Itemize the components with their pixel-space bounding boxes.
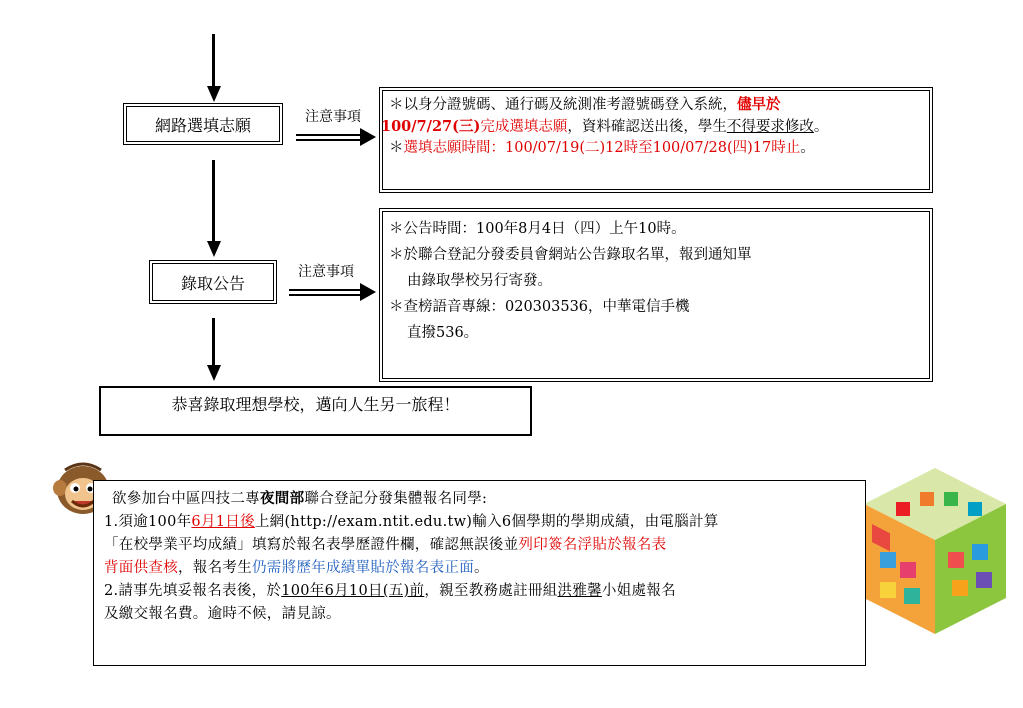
note2-line1: ＊公告時間：100年8月4日（四）上午10時。 <box>389 221 686 237</box>
note1-selection-period: 選填志願時間：100/07/19(二)12時至100/07/28(四)17時止 <box>403 140 801 156</box>
bottom-intro-night: 夜間部 <box>260 490 305 507</box>
bottom-p2-c: ，親至教務處註冊組 <box>424 583 558 599</box>
bottom-item1-line3 <box>104 557 855 580</box>
final-box-congratulations <box>99 386 532 436</box>
note2-line4: ＊查榜語音專線：020303536，中華電信手機 <box>389 299 690 315</box>
note-arrowhead-1 <box>360 128 376 146</box>
note1-line2 <box>381 116 923 138</box>
note-label-2: 注意事項 <box>298 264 354 280</box>
bottom-intro-c: 聯合登記分發集體報名同學: <box>304 491 488 507</box>
flow-arrowhead-bottom <box>207 365 221 381</box>
note2-line3: 由錄取學校另行寄發。 <box>407 273 552 289</box>
bottom-intro-a: 欲參加台中區四技二專 <box>112 491 260 507</box>
bottom-p1-back: 背面供查核 <box>104 560 178 576</box>
bottom-p1-d: 「在校學業平均成績」填寫於報名表學歷證件欄，確認無誤後並 <box>104 537 519 553</box>
flow-arrow-bottom <box>212 318 215 368</box>
bottom-p2-deadline: 100年6月10日(五)前 <box>281 583 425 599</box>
bottom-p1-transcript: 仍需將歷年成績單貼於報名表正面 <box>252 560 474 576</box>
step-box-online-selection <box>126 106 280 142</box>
bottom-item2-line1 <box>104 580 855 603</box>
note1-line1 <box>389 94 923 116</box>
decorative-cube-icon <box>860 462 1010 638</box>
flow-arrow-top <box>212 34 215 89</box>
note1-line2-end: 。 <box>813 119 829 135</box>
note1-line3-end: 。 <box>800 140 815 156</box>
step-label-admission-announcement: 錄取公告 <box>180 273 245 293</box>
note1-deadline: 100/7/27(三) <box>381 118 481 135</box>
bottom-p1-c: 上網(http://exam.ntit.edu.tw)輸入6個學期的學期成績，由電腦計算 <box>254 514 719 530</box>
note-box-announcement <box>382 211 930 379</box>
bottom-p1-date: 6月1日後 <box>191 514 255 530</box>
bottom-info-box <box>93 480 866 666</box>
bottom-p2-contact: 洪雅馨 <box>557 583 602 599</box>
note-label-1: 注意事項 <box>305 109 361 125</box>
note1-line3 <box>389 138 923 159</box>
note1-line3-bullet: ＊ <box>389 140 404 156</box>
bottom-p2-e: 小姐處報名 <box>601 583 676 599</box>
bottom-p1-a: 1.須逾100年 <box>104 514 192 530</box>
bottom-p1-end: 。 <box>474 560 489 576</box>
note-box-selection <box>382 90 930 190</box>
bottom-item1-line1 <box>104 511 855 534</box>
bottom-p1-print: 列印簽名浮貼於報名表 <box>518 537 667 553</box>
note2-line2: ＊於聯合登記分發委員會網站公告錄取名單，報到通知單 <box>389 247 752 263</box>
final-text: 恭喜錄取理想學校，邁向人生另一旅程！ <box>171 395 460 414</box>
note1-line2-text: ，資料確認送出後，學生 <box>567 119 727 135</box>
flow-arrowhead-top <box>207 86 221 102</box>
step-label-online-selection: 網路選填志願 <box>154 115 251 135</box>
note-arrowhead-2 <box>360 283 376 301</box>
note-arrow-2 <box>289 289 361 296</box>
bottom-p2-a: 2.請事先填妥報名表後，於 <box>104 583 282 599</box>
bottom-intro <box>104 487 855 511</box>
note1-no-modify: 不得要求修改 <box>726 119 814 135</box>
note1-line1-highlight: 儘早於 <box>737 96 781 113</box>
flow-arrow-middle <box>212 160 215 244</box>
step-box-admission-announcement <box>152 263 274 301</box>
note1-complete: 完成選填志願 <box>480 119 568 135</box>
bottom-item2-line2: 及繳交報名費。逾時不候，請見諒。 <box>104 606 341 622</box>
note1-line1-text: ＊以身分證號碼、通行碼及統測准考證號碼登入系統， <box>389 97 737 113</box>
flow-arrowhead-middle <box>207 241 221 257</box>
bottom-item1-line2 <box>104 534 855 557</box>
bottom-p1-g: ，報名考生 <box>178 560 252 576</box>
note-arrow-1 <box>296 134 361 141</box>
note2-line5: 直撥536。 <box>407 325 479 341</box>
